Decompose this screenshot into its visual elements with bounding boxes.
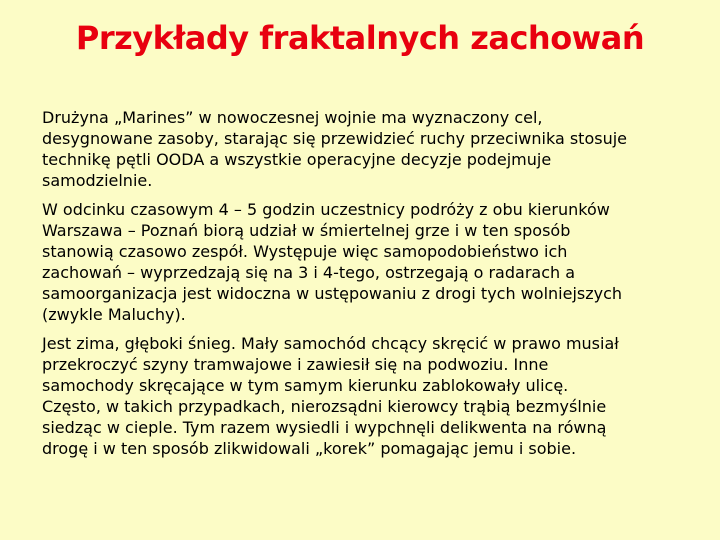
slide-title: Przykłady fraktalnych zachowań (75, 19, 645, 57)
paragraph-marines: Drużyna „Marines” w nowoczesnej wojnie ma wyznaczony cel, desygnowane zasoby, starając się przewidzieć ruchy przeciwnika stosuje technikę pętli OODA a wszystkie operacyjne decyzje podejmuje samodzielnie. (42, 108, 627, 190)
paragraph-winter: Jest zima, głęboki śnieg. Mały samochód chcący skręcić w prawo musiał przekroczyć szyny tramwajowe i zawiesił się na podwoziu. Inne samochody skręcające w tym samym kierunku zablokowały ulicę. Często, w takich przypadkach, nierozsądni kierowcy trąbią bezmyślnie siedząc w cieple. Tym razem wysiedli i wypchnęli delikwenta na równą drogę i w ten sposób zlikwidowali „korek” pomagając jemu i sobie. (42, 334, 619, 458)
paragraph-road-trip: W odcinku czasowym 4 – 5 godzin uczestnicy podróży z obu kierunków Warszawa – Poznań biorą udział w śmiertelnej grze i w ten sposób stanowią czasowo zespół. Występuje więc samopodobieństwo ich zachowań – wyprzedzają się na 3 i 4-tego, ostrzegają o radarach a samoorganizacja jest widoczna w ustępowaniu z drogi tych wolniejszych (zwykle Maluchy). (42, 200, 623, 324)
slide-body (42, 107, 692, 467)
